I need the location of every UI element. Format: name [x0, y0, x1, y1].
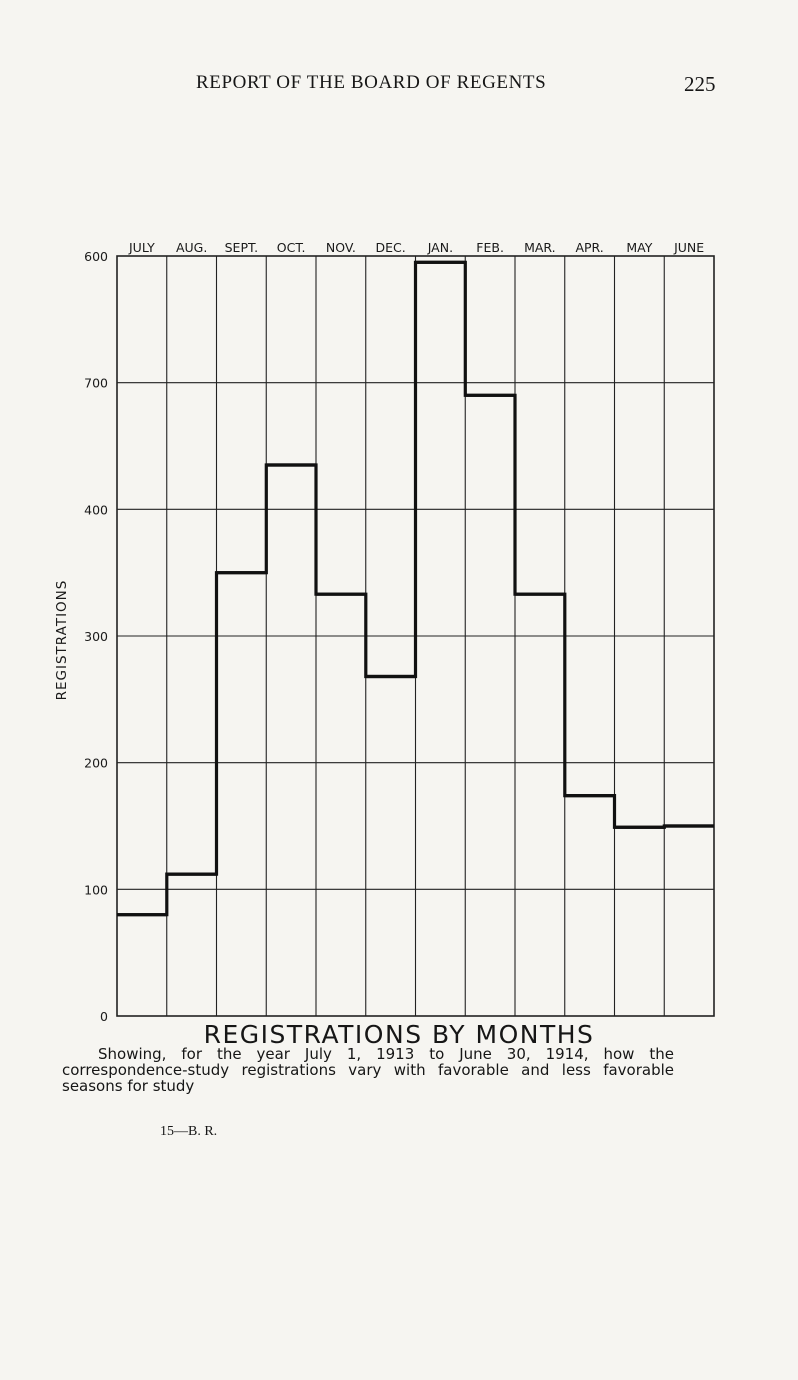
y-tick-label: 0 — [100, 1009, 108, 1024]
chart-title: REGISTRATIONS BY MONTHS — [203, 1020, 595, 1049]
y-tick-label: 300 — [84, 629, 108, 644]
month-label: MAR. — [524, 240, 556, 255]
y-tick-label: 200 — [84, 755, 108, 771]
month-label: APR. — [575, 240, 604, 255]
month-label: FEB. — [476, 240, 504, 255]
y-tick-label: 700 — [84, 375, 108, 391]
page-number: 225 — [684, 72, 716, 96]
chart-caption: Showing, for the year July 1, 1913 to June 30, 1914, how the correspondence-study registrations vary with favorable and less favorable seasons for study — [62, 1045, 674, 1095]
month-label: MAY — [626, 240, 653, 255]
month-label: AUG. — [175, 240, 208, 255]
plate-number: 15—B. R. — [160, 1124, 218, 1139]
month-label: JAN. — [427, 240, 454, 255]
month-label: DEC. — [375, 240, 406, 255]
month-label: NOV. — [325, 240, 356, 255]
y-tick-label: 100 — [84, 882, 108, 898]
month-label: JULY — [128, 240, 155, 255]
month-label: JUNE — [674, 240, 705, 255]
month-label: OCT. — [276, 240, 306, 255]
y-axis-title: REGISTRATIONS — [54, 579, 70, 701]
running-head: REPORT OF THE BOARD OF REGENTS — [196, 72, 547, 93]
y-tick-label: 400 — [84, 502, 108, 518]
y-tick-label: 600 — [84, 249, 108, 264]
month-label: SEPT. — [224, 240, 259, 255]
